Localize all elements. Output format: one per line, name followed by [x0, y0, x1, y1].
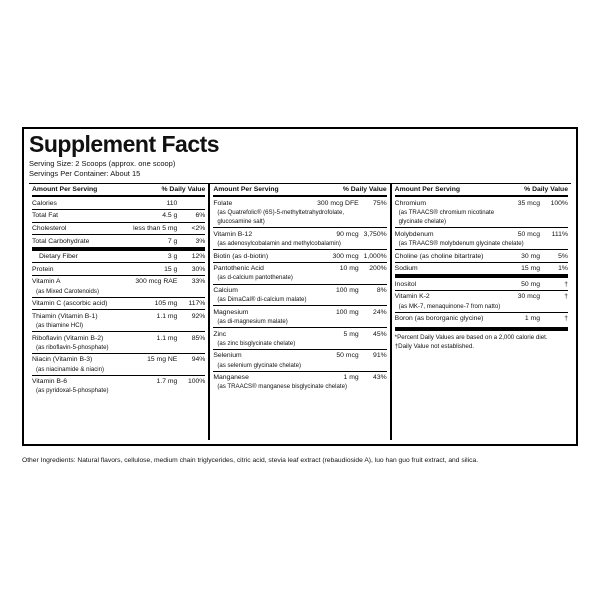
nutrient-row [213, 349, 386, 362]
nutrient-row [32, 197, 205, 209]
nutrient-name: Riboflavin (Vitamin B-2) [32, 334, 104, 342]
nutrient-source-line: (as niacinamide & niacin) [36, 365, 105, 373]
nutrient-dv: 100% [550, 199, 568, 207]
nutrient-amount: 15 g [164, 265, 178, 273]
nutrient-row [213, 371, 386, 384]
amount-per-serving-header: Amount Per Serving [213, 186, 279, 194]
nutrient-dv: 24% [373, 308, 387, 316]
nutrient-name: Total Fat [32, 212, 59, 220]
nutrient-row [213, 284, 386, 297]
nutrient-source-line: (as thiamine HCl) [36, 321, 84, 329]
nutrient-name: Vitamin A [32, 278, 61, 286]
nutrient-source-line: (as TRAACS® manganese bisglycinate chelate) [217, 383, 348, 391]
daily-value-header: % Daily Value [342, 186, 387, 194]
nutrient-row [32, 375, 205, 388]
nutrient-amount: 35 mcg [517, 199, 540, 207]
nutrient-source-line: (as TRAACS® chromium nicotinate [398, 208, 495, 216]
daily-value-header: % Daily Value [524, 186, 568, 194]
nutrient-source-line: glucosamine salt) [217, 218, 265, 226]
nutrient-name: Vitamin C (ascorbic acid) [32, 300, 108, 308]
nutrient-name: Niacin (Vitamin B-3) [32, 356, 93, 364]
nutrient-amount: 300 mcg [332, 252, 359, 260]
nutrient-dv: 200% [369, 265, 387, 273]
nutrient-dv: 94% [191, 356, 206, 364]
nutrient-source-line: (as Mixed Carotenoids) [36, 287, 99, 295]
nutrient-amount: 1 mg [343, 374, 359, 382]
nutrient-name: Protein [32, 265, 54, 273]
nutrient-dv: <2% [191, 224, 206, 232]
nutrient-row [32, 297, 205, 310]
nutrient-name: Calories [32, 199, 57, 207]
nutrient-amount: 1.1 mg [156, 334, 178, 342]
nutrient-amount: 100 mg [335, 308, 359, 316]
nutrient-name: Dietary Fiber [39, 253, 78, 261]
nutrient-dv: 92% [191, 312, 206, 320]
nutrient-row [32, 331, 205, 344]
nutrient-name: Selenium [213, 352, 242, 360]
column-3 [390, 184, 571, 440]
nutrient-name: Choline (as choline bitartrate) [394, 252, 484, 260]
nutrient-amount: 50 mcg [517, 230, 540, 238]
nutrient-dv: 43% [373, 374, 387, 382]
nutrient-row [213, 327, 386, 340]
nutrient-dv: 6% [195, 212, 206, 220]
nutrient-source-line: (as zinc bisglycinate chelate) [217, 339, 296, 347]
nutrient-name: Folate [213, 199, 233, 207]
nutrient-dv: 3% [195, 237, 206, 245]
nutrient-dv: 33% [191, 278, 206, 286]
nutrient-amount: 300 mcg DFE [317, 199, 359, 207]
nutrient-dv: 8% [376, 286, 387, 294]
nutrient-row [213, 262, 386, 275]
nutrient-row [32, 262, 205, 275]
supplement-facts-label [22, 127, 578, 446]
nutrient-dv: 12% [191, 253, 206, 261]
nutrient-amount: 5 mg [343, 330, 359, 338]
nutrient-row [395, 312, 568, 325]
nutrient-amount: 3 g [167, 253, 178, 261]
nutrient-dv: 91% [373, 352, 387, 360]
nutrient-row [32, 209, 205, 222]
nutrient-amount: 50 mg [521, 280, 540, 288]
nutrient-row [32, 251, 205, 263]
nutrient-name: Chromium [394, 199, 427, 207]
dv-not-established-line: †Daily Value not established. [394, 342, 474, 350]
nutrient-name: Molybdenum [394, 230, 434, 238]
nutrient-rows-col3 [395, 197, 568, 324]
nutrient-source-line: (as pyridoxal-5-phosphate) [36, 387, 109, 395]
amount-per-serving-header: Amount Per Serving [32, 186, 98, 194]
nutrient-amount: 15 mg NE [147, 356, 178, 364]
nutrient-source-line: (as riboflavin-5-phosphate) [36, 343, 109, 351]
nutrient-amount: 30 mg [521, 252, 540, 260]
nutrient-source-line: (as di-magnesium malate) [217, 317, 288, 325]
nutrient-dv: 85% [191, 334, 206, 342]
nutrient-row [213, 227, 386, 240]
column-2 [208, 184, 389, 440]
nutrient-row [32, 309, 205, 322]
nutrient-row [213, 249, 386, 262]
nutrient-dv: 45% [373, 330, 387, 338]
nutrient-amount: 90 mcg [336, 230, 359, 238]
nutrient-amount: 1 mg [524, 315, 540, 323]
nutrient-row [213, 197, 386, 209]
nutrient-amount: 105 mg [154, 300, 178, 308]
nutrient-rows-col2 [213, 197, 386, 392]
nutrient-name: Boron (as bororganic glycine) [394, 315, 484, 323]
nutrient-source-line: (as adenosylcobalamin and methylcobalamin) [217, 239, 341, 247]
nutrient-source-line: (as Quatrefolic® (6S)-5-methyltetrahydrofolate, [217, 208, 345, 216]
daily-value-footnote [395, 327, 568, 351]
nutrient-amount: 100 mg [335, 286, 359, 294]
nutrient-dv: † [564, 315, 568, 323]
column-header [395, 184, 568, 197]
nutrient-amount: 1.7 mg [156, 378, 178, 386]
nutrient-amount: 10 mg [339, 265, 359, 273]
nutrient-dv: † [564, 280, 568, 288]
nutrient-name: Manganese [213, 374, 249, 382]
nutrient-row [395, 290, 568, 303]
nutrient-rows-col1 [32, 197, 205, 396]
nutrient-row [32, 275, 205, 288]
label-title: Supplement Facts [29, 131, 220, 157]
nutrient-name: Inositol [394, 280, 417, 288]
nutrient-name: Biotin (as d-biotin) [213, 252, 269, 260]
nutrient-amount: 1.1 mg [156, 312, 178, 320]
nutrient-source-line: (as d-calcium pantothenate) [217, 274, 293, 282]
nutrient-dv: 3,750% [363, 230, 387, 238]
other-ingredients-line: Other Ingredients: Natural flavors, cellulose, medium chain triglycerides, citric acid, stevia leaf extract (rebaudioside A), luo han guo fruit extract, and silica. [22, 457, 479, 464]
column-header [32, 184, 205, 197]
nutrient-dv: 30% [191, 265, 206, 273]
nutrient-name: Cholesterol [32, 224, 67, 232]
nutrient-row [32, 234, 205, 251]
nutrient-dv: 5% [558, 252, 568, 260]
servings-per-container-line: Servings Per Container: About 15 [29, 169, 141, 179]
nutrient-row [395, 227, 568, 240]
nutrient-amount: 50 mcg [336, 352, 359, 360]
nutrient-amount: 4.5 g [162, 212, 178, 220]
nutrient-row [395, 249, 568, 262]
nutrient-name: Sodium [394, 265, 418, 273]
nutrient-row [32, 222, 205, 235]
nutrient-name: Total Carbohydrate [32, 237, 90, 245]
nutrient-name: Pantothenic Acid [213, 265, 264, 273]
nutrient-row [213, 305, 386, 318]
amount-per-serving-header: Amount Per Serving [394, 186, 460, 194]
nutrient-dv: 111% [551, 230, 568, 238]
nutrient-name: Vitamin B-6 [32, 378, 68, 386]
nutrient-name: Vitamin K-2 [394, 293, 430, 301]
nutrient-name: Thiamin (Vitamin B-1) [32, 312, 98, 320]
nutrient-amount: 30 mcg [517, 293, 540, 301]
nutrient-source-line: (as MK-7, menaquinone-7 from natto) [398, 302, 501, 310]
dv-note-line: *Percent Daily Values are based on a 2,000 calorie diet. [394, 333, 548, 341]
nutrient-source-line: (as TRAACS® molybdenum glycinate chelate) [398, 239, 524, 247]
column-1 [29, 184, 208, 440]
nutrient-row [395, 262, 568, 279]
serving-size-line: Serving Size: 2 Scoops (approx. one scoop) [29, 159, 176, 169]
nutrient-name: Calcium [213, 286, 238, 294]
nutrient-row [395, 278, 568, 290]
nutrient-name: Vitamin B-12 [213, 230, 253, 238]
nutrient-row [32, 353, 205, 366]
nutrient-row [395, 197, 568, 209]
nutrient-amount: 7 g [167, 237, 178, 245]
nutrient-dv: 75% [373, 199, 387, 207]
nutrient-columns [29, 183, 571, 440]
nutrient-name: Magnesium [213, 308, 249, 316]
nutrient-dv: 1,000% [363, 252, 387, 260]
nutrient-dv: † [564, 293, 568, 301]
nutrient-source-line: glycinate chelate) [398, 218, 447, 226]
nutrient-dv: 100% [187, 378, 206, 386]
nutrient-dv: 1% [558, 265, 568, 273]
nutrient-source-line: (as selenium glycinate chelate) [217, 361, 301, 369]
nutrient-amount: 300 mcg RAE [135, 278, 178, 286]
nutrient-amount: 15 mg [521, 265, 540, 273]
nutrient-amount: 110 [166, 199, 178, 207]
nutrient-source-line: (as DimaCal® di-calcium malate) [217, 296, 307, 304]
nutrient-amount: less than 5 mg [133, 224, 178, 232]
nutrient-dv: 117% [188, 300, 206, 308]
nutrient-name: Zinc [213, 330, 227, 338]
column-header [213, 184, 386, 197]
daily-value-header: % Daily Value [161, 186, 206, 194]
